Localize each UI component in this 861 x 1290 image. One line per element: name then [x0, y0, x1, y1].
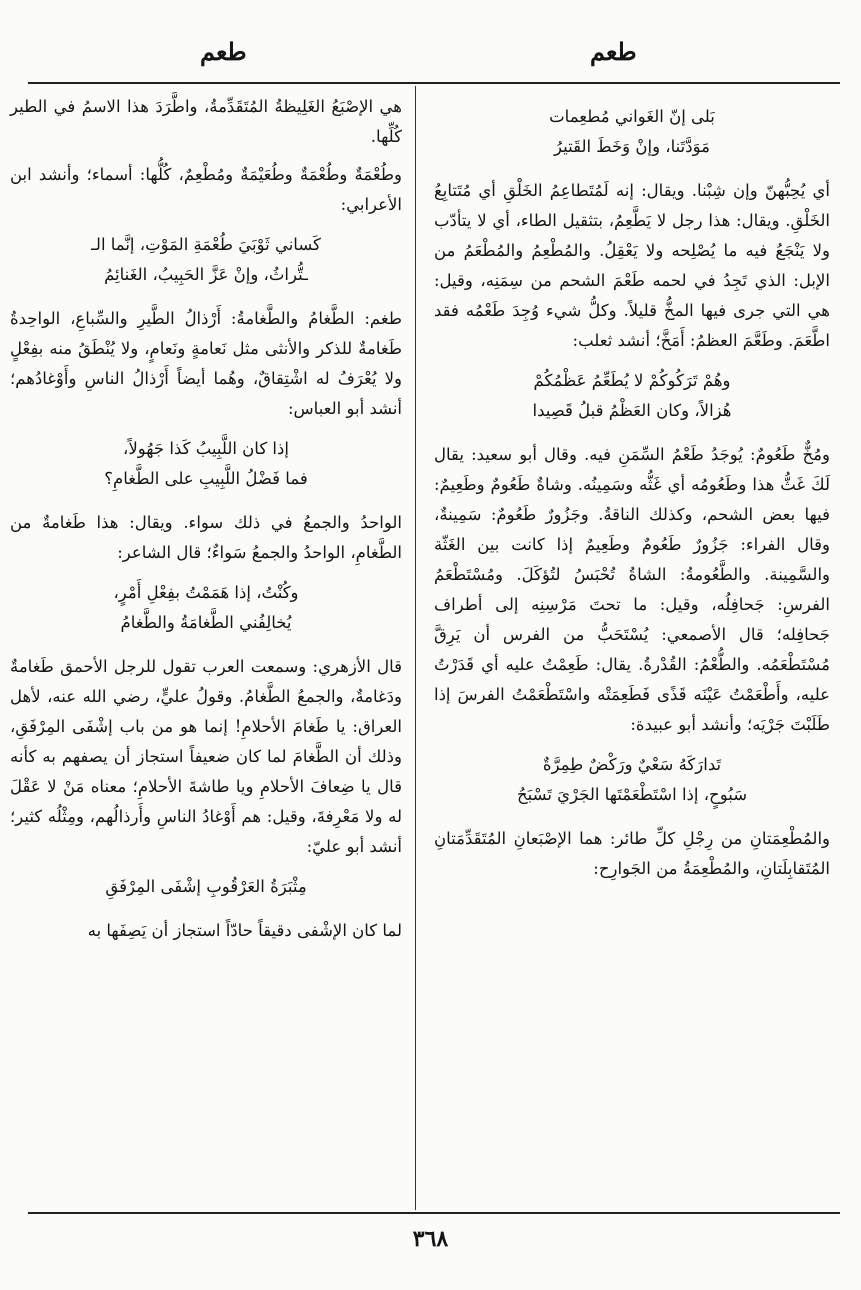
paragraph: ومُخٌّ طَعُومٌ: يُوجَدُ طَعْمُ السِّمَنِ فيه. وقال أبو سعيد: يقال لَكَ غَثُّ هذا وطَعُومُه أي غَثُّه وسَمِينُه. وشاةٌ طَعُومٌ وطَعِيمٌ: فيها بعض الشحم، وكذلك الناقةُ. وجَزُورٌ طَعُومٌ: سَمِينةٌ، وقال الفراء: جَزُورٌ طَعُومٌ وطَعِيمٌ إذا كانت بين الغَثّة والسَّمِينة. والطَّعُومةُ: الشاةُ تُحْبَسُ لتُؤكَلَ. ومُسْتَطْعَمُ الفرسِ: جَحافِلُه، وقيل: ما تحتَ مَرْسِنِه إلى أطراف جَحافِله؛ قال الأصمعي: يُسْتَحَبُّ من الفرس أن يَرِقَّ مُسْتَطْعَمُه. والطُّعْمُ: القُدْرةُ. يقال: طَعِمْتُ عليه أي قَدَرْتُ عليه، وأَطْعَمْتُ عَيْنَه قَذًى فَطَعِمَتْه واسْتَطْعَمْتُ الفرسَ إذا طَلَبْتَ جَرْيَه؛ وأنشد أبو عبيدة:: [434, 445, 830, 734]
verse-line: هُزالاً، وكان العَظْمُ قبلُ قَصِيدا: [532, 401, 732, 420]
paragraph: هي الإصْبَعُ الغَلِيظةُ المُتَقَدِّمةُ، واطَّرَدَ هذا الاسمُ في الطير كُلِّها.: [10, 97, 402, 146]
header-word-right: طعم: [590, 37, 637, 66]
verse-line: سَبُوحٍ، إذا اسْتَطْعَمْتَها الجَرْيَ تَسْبَحُ: [516, 785, 748, 804]
verse-block: [434, 102, 830, 162]
header-rule: [28, 82, 840, 84]
verse-line: وهُمْ تَرَكُوكُمْ لا يُطَعِّمُ عَظْمُكُمْ: [533, 371, 731, 390]
footer-rule: [28, 1212, 840, 1214]
paragraph: قال الأزهري: وسمعت العرب تقول للرجل الأحمق طَغامةٌ ودَغامةٌ، والجمعُ الطَّغامُ. وقولُ عليٍّ، رضي الله عنه، لأهل العراق: يا طَغامَ الأحلامِ! إنما هو من باب إشْفَى المِرْفَقِ، وذلك أن الطَّغامَ لما كان ضعيفاً استجاز أن يصفهم به كأنه قال يا ضِعافَ الأحلامِ ويا طاشةَ الأحلامِ؛ معناه مَنْ لا عَقْلَ له ولا مَعْرِفةَ، وقيل: هم أَوْغادُ الناسِ وأَرذالُهم، ومِثْلُه كثير؛ أنشد أبو عليّ:: [10, 657, 402, 856]
verse-line: تَدارَكَهُ سَعْيٌ ورَكْضٌ طِمِرَّةٌ: [542, 755, 722, 774]
verse-line: مِثْبَرَةُ العَرْقُوبِ إشْفَى المِرْفَقِ: [105, 877, 307, 896]
verse-line: ـتُّراثُ، وإنْ عَزَّ الحَبِيبُ، الغَنائِمُ: [104, 265, 308, 284]
entry-paragraph: طغم: الطَّغامُ والطَّغامةُ: أَرْذالُ الطَّيرِ والسِّباعِ، الواحِدةُ طَغامةٌ للذكر والأنثى مثل نَعامةٍ ونَعامٍ، ولا يُنْطَقُ منه بفِعْلٍ ولا يُعْرَفُ له اشْتِقاقٌ، وهُما أيضاً أَرْذالُ الناسِ وأَوْغادُهم؛ أنشد أبو العباس:: [10, 309, 402, 418]
verse-line: وكُنْتُ، إذا هَمَمْتُ بفِعْلِ أَمْرٍ،: [113, 583, 299, 602]
paragraph: الواحدُ والجمعُ في ذلك سواء. ويقال: هذا طَغامةٌ من الطَّغامِ، الواحدُ والجمعُ سَواءٌ؛ قال الشاعر:: [10, 513, 402, 562]
verse-line: كَساني ثَوْبَيَ طُعْمَةِ المَوْتِ، إنَّما الـ: [91, 235, 321, 254]
verse-line: إذا كان اللَّبِيبُ كَذا جَهُولاً،: [123, 439, 289, 458]
verse-line: مَوَدَّتَنا، وإنْ وَخَطَ القَتيرُ: [554, 137, 710, 156]
paragraph: لما كان الإشْفى دقيقاً حادّاً استجاز أن يَصِفَها به: [87, 921, 402, 940]
verse-line: يُخالِفُني الطَّغامَةُ والطَّغامُ: [120, 613, 292, 632]
paragraph: أي يُحِبُّهنّ وإن شِبْنا. ويقال: إنه لَمُتَطاعِمُ الخَلْقِ أي مُتَتابِعُ الخَلْقِ. ويقال: هذا رجل لا يَطَّعِمُ، بتثقيل الطاء، أي لا يتأدّب ولا يَنْجَعُ فيه ما يُصْلِحه ولا يَعْقِلُ. والمُطْعِمُ والمُطْعَمُ من الإبل: الذي تَجِدُ في لحمه طَعْمَ الشحم من سِمَنِه، وقيل: هي التي جرى فيها المخُّ قليلاً. وكلُّ شيء وُجِدَ طَعْمُه فقد اطَّعَمَ. وطَعَّمَ العظمُ: أَمَخَّ؛ أنشد ثعلب:: [434, 181, 830, 350]
verse-block: [10, 578, 402, 638]
column-divider: [415, 86, 416, 1210]
verse-block: [434, 750, 830, 810]
paragraph: وطُعْمَةٌ وطُعْمَةٌ وطُعَيْمَةٌ ومُطْعِمٌ، كُلُّها: أسماء؛ وأنشد ابن الأعرابي:: [10, 165, 402, 214]
verse-block: [434, 366, 830, 426]
header-word-left: طعم: [200, 37, 247, 66]
verse-block: [10, 434, 402, 494]
verse-line: بَلى إنّ الغَواني مُطعِمات: [549, 107, 715, 126]
page-number: ٣٦٨: [412, 1226, 449, 1252]
paragraph: والمُطْعِمَتانِ من رِجْلِ كلِّ طائر: هما الإصْبَعانِ المُتَقَدِّمَتانِ المُتَقابِلَتانِ، والمُطْعِمَةُ من الجَوارِح:: [434, 829, 830, 878]
verse-block: [10, 230, 402, 290]
right-column: [434, 92, 830, 892]
left-column: [10, 92, 402, 954]
verse-line: فما فَضْلُ اللَّبِيبِ على الطَّغامِ؟: [104, 469, 308, 488]
verse-block: [10, 872, 402, 902]
